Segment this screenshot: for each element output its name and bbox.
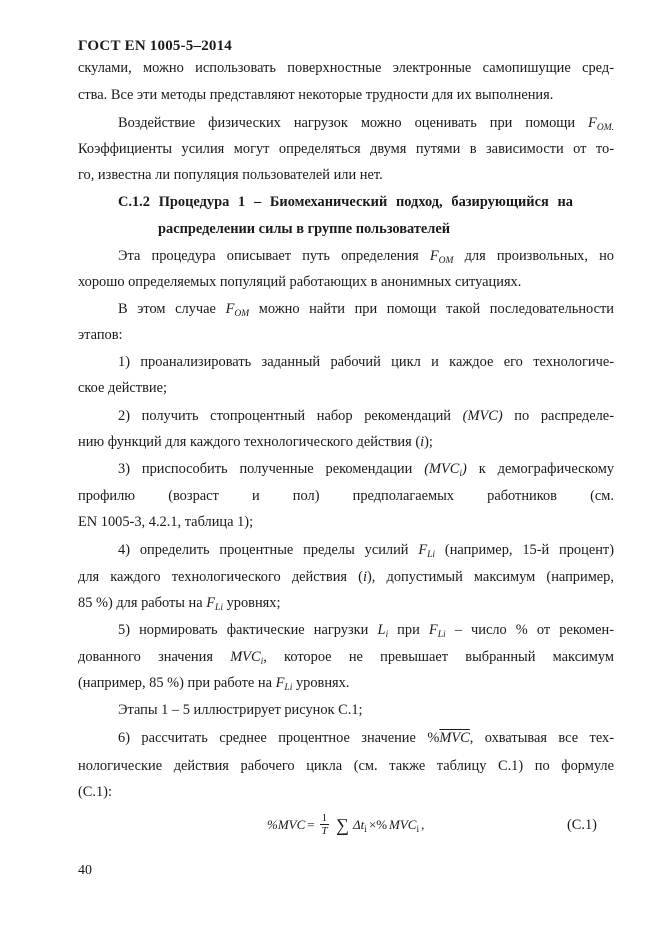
list-item-cont: ское действие;: [78, 380, 167, 396]
list-item: 4) определить процентные пределы усилий $F_{Li}$ (например, 15-й процент): [118, 542, 614, 560]
formula-equals: =: [307, 816, 315, 832]
text-line: Эта процедура описывает путь определения $F_{OM}$ для произвольных, но: [118, 248, 614, 266]
list-item: 5) нормировать фактические нагрузки $L_i$ при $F_{Li}$ – число % от рекомен-: [118, 622, 615, 640]
formula-delta-t: $\Delta t_i$: [352, 816, 367, 835]
list-item-cont: (например, 85 %) при работе на $F_{Li}$ уровнях.: [78, 675, 350, 693]
text-line: этапов:: [78, 327, 123, 343]
text-line: ства. Все эти методы представляют некоторые трудности для их выполнения.: [78, 87, 554, 103]
text-line: скулами, можно использовать поверхностные электронные самопишущие сред-: [78, 60, 614, 76]
list-item-cont: профилю (возраст и пол) предполагаемых работников (см.: [78, 488, 614, 504]
formula-comma: ,: [421, 816, 425, 832]
formula-denominator: T: [321, 825, 328, 837]
list-item-cont: 85 %) для работы на $F_{Li}$ уровнях;: [78, 595, 281, 613]
formula-number: (С.1): [567, 817, 597, 833]
formula-lhs: %MVC: [267, 816, 306, 832]
formula-mvc: $MVC_i$: [389, 816, 420, 835]
list-item: 6) рассчитать среднее процентное значение $\%\overline{MVC}$, охватывая все тех-: [118, 730, 614, 746]
text-line: го, известна ли популяция пользователей или нет.: [78, 167, 383, 183]
text-line: Воздействие физических нагрузок можно оценивать при помощи $F_{OM.}$: [118, 115, 614, 133]
list-item-cont: нологические действия рабочего цикла (см. также таблицу С.1) по формуле: [78, 758, 614, 774]
document-header-code: ГОСТ EN 1005-5–2014: [78, 38, 232, 54]
list-item-cont: для каждого технологического действия (i), допустимый максимум (например,: [78, 569, 614, 585]
formula-c1: [267, 812, 424, 837]
text-line: В этом случае $F_{OM}$ можно найти при помощи такой последовательности: [118, 301, 614, 319]
page-number: 40: [78, 863, 92, 878]
list-item: 1) проанализировать заданный рабочий цикл и каждое его технологиче-: [118, 354, 614, 370]
list-item: 3) приспособить полученные рекомендации $(MVC_i)$ к демографическому: [118, 461, 615, 479]
text-line: Этапы 1 – 5 иллюстрирует рисунок С.1;: [118, 702, 363, 718]
list-item-cont: (С.1):: [78, 784, 112, 800]
list-item-cont: дованного значения $MVC_i$, которое не превышает выбранный максимум: [78, 649, 614, 667]
list-item-cont: нию функций для каждого технологического действия (i);: [78, 434, 433, 450]
list-item: 2) получить стопроцентный набор рекомендаций (MVC) по распределе-: [118, 408, 614, 424]
section-heading-cont: распределении силы в группе пользователей: [158, 221, 451, 237]
formula-fraction: [320, 812, 330, 837]
text-line: Коэффициенты усилия могут определяться двумя путями в зависимости от то-: [78, 141, 614, 157]
text-line: хорошо определяемых популяций работающих в анонимных ситуациях.: [78, 274, 522, 290]
formula-numerator: 1: [321, 812, 328, 824]
section-heading: С.1.2 Процедура 1 – Биомеханический подход, базирующийся на: [118, 194, 573, 210]
formula-times: ×%: [368, 816, 388, 832]
list-item-cont: EN 1005-3, 4.2.1, таблица 1);: [78, 514, 254, 530]
sum-symbol: ∑: [336, 814, 349, 835]
